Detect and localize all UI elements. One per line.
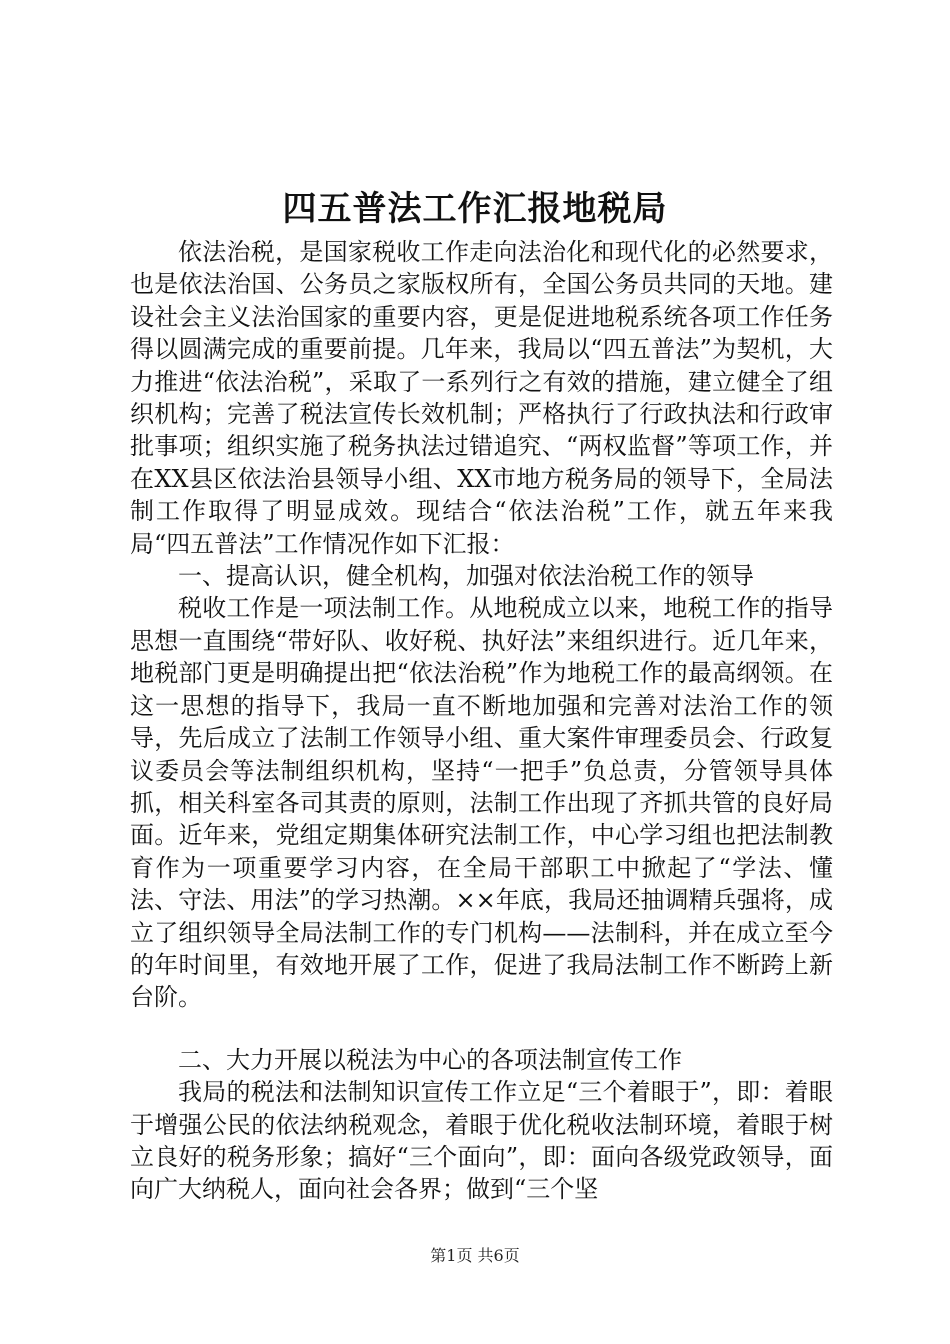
document-title: 四五普法工作汇报地税局 — [282, 189, 668, 229]
section-1-heading: 一、提高认识，健全机构，加强对依法治税工作的领导 — [178, 562, 754, 591]
section-1-paragraph: 税收工作是一项法制工作。从地税成立以来，地税工作的指导思想一直围绕“带好队、收好税、执好法”来组织进行。近几年来，地税部门更是明确提出把“依法治税”作为地税工作的最高纲领。在这一思想的指导下，我局一直不断地加强和完善对法治工作的领导，先后成立了法制工作领导小组、重大案件审理委员会、行政复议委员会等法制组织机构，坚持“一把手”负总责，分管领导具体抓，相关科室各司其责的原则，法制工作出现了齐抓共管的良好局面。近年来，党组定期集体研究法制工作，中心学习组也把法制教育作为一项重要学习内容，在全局干部职工中掀起了“学法、懂法、守法、用法”的学习热潮。××年底，我局还抽调精兵强将，成立了组织领导全局法制工作的专门机构——法制科，并在成立至今的年时间里，有效地开展了工作，促进了我局法制工作不断跨上新台阶。 — [130, 594, 833, 1012]
page-footer: 第1页 共6页 — [430, 1246, 520, 1265]
document-body — [130, 236, 833, 1206]
section-2-paragraph: 我局的税法和法制知识宣传工作立足“三个着眼于”，即：着眼于增强公民的依法纳税观念，着眼于优化税收法制环境，着眼于树立良好的税务形象；搞好“三个面向”，即：面向各级党政领导，面向广大纳税人，面向社会各界；做到“三个坚 — [130, 1078, 833, 1204]
section-2-heading: 二、大力开展以税法为中心的各项法制宣传工作 — [178, 1045, 682, 1074]
intro-paragraph: 依法治税，是国家税收工作走向法治化和现代化的必然要求，也是依法治国、公务员之家版权所有，全国公务员共同的天地。建设社会主义法治国家的重要内容，更是促进地税系统各项工作任务得以圆满完成的重要前提。几年来，我局以“四五普法”为契机，大力推进“依法治税”，采取了一系列行之有效的措施，建立健全了组织机构；完善了税法宣传长效机制；严格执行了行政执法和行政审批事项；组织实施了税务执法过错追究、“两权监督”等项工作，并在XX县区依法治县领导小组、XX市地方税务局的领导下，全局法制工作取得了明显成效。现结合“依法治税”工作，就五年来我局“四五普法”工作情况作如下汇报： — [130, 238, 833, 558]
